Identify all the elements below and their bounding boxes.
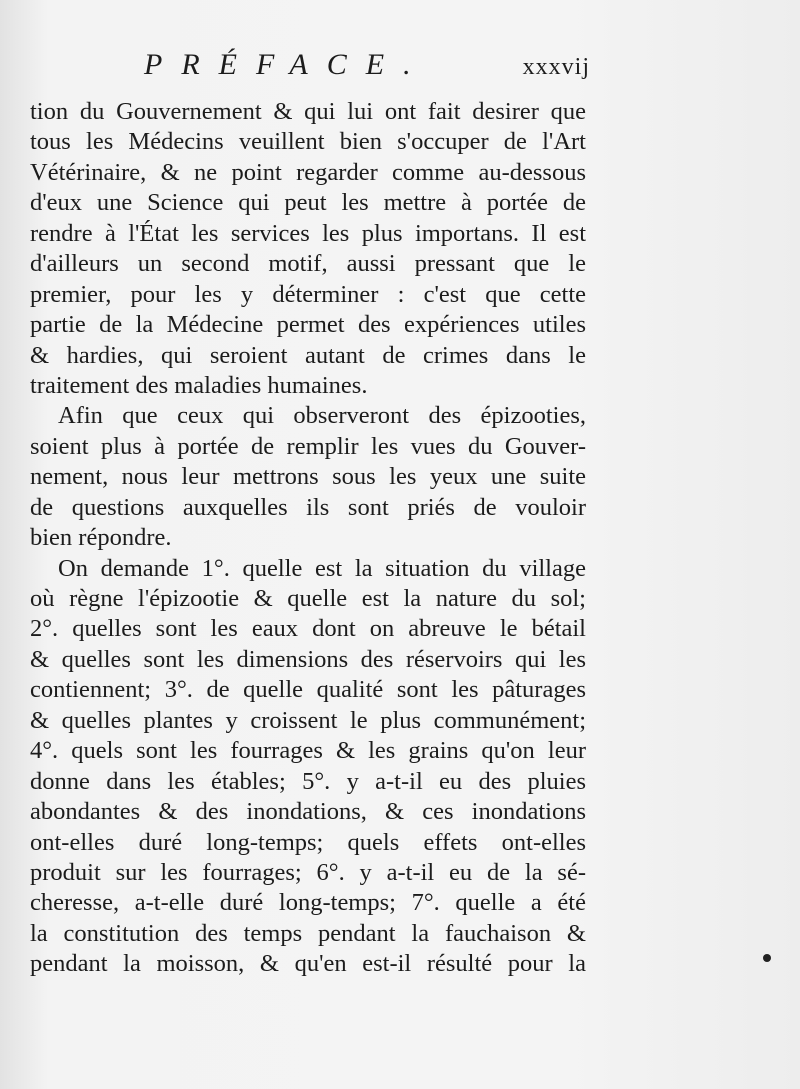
text-line: & quelles plantes y croissent le plus communément;: [30, 706, 586, 734]
text-line: soient plus à portée de remplir les vues du Gouver-: [30, 432, 586, 460]
running-title: PRÉFACE.: [144, 48, 430, 81]
text-line: & hardies, qui seroient autant de crimes dans le: [30, 341, 586, 369]
text-line: la constitution des temps pendant la fauchaison &: [30, 919, 586, 947]
page-header: [144, 48, 590, 88]
text-line: ont-elles duré long-temps; quels effets ont-elles: [30, 828, 586, 856]
ink-dot: [763, 954, 771, 962]
text-line: pendant la moisson, & qu'en est-il résulté pour la: [30, 950, 586, 978]
text-line: de questions auxquelles ils sont priés de vouloir: [30, 493, 586, 521]
text-line: tous les Médecins veuillent bien s'occuper de l'Art: [30, 128, 586, 156]
text-line: bien répondre.: [30, 524, 172, 552]
text-line: nement, nous leur mettrons sous les yeux une suite: [30, 463, 586, 491]
text-line: 4°. quels sont les fourrages & les grains qu'on leur: [30, 737, 586, 765]
page-number: xxxvij: [522, 54, 590, 80]
text-line: produit sur les fourrages; 6°. y a-t-il eu de la sé-: [30, 858, 586, 886]
text-line: traitement des maladies humaines.: [30, 371, 368, 399]
text-line: partie de la Médecine permet des expériences utiles: [30, 311, 586, 339]
text-line: 2°. quelles sont les eaux dont on abreuve le bétail: [30, 615, 586, 643]
text-line: & quelles sont les dimensions des réservoirs qui les: [30, 645, 586, 673]
text-line: d'eux une Science qui peut les mettre à portée de: [30, 189, 586, 217]
text-line: Vétérinaire, & ne point regarder comme au-dessous: [30, 158, 586, 186]
text-line: On demande 1°. quelle est la situation du village: [58, 554, 586, 582]
text-line: tion du Gouvernement & qui lui ont fait desirer que: [30, 98, 586, 125]
text-line: abondantes & des inondations, & ces inondations: [30, 798, 586, 826]
text-line: premier, pour les y déterminer : c'est que cette: [30, 280, 586, 308]
text-line: où règne l'épizootie & quelle est la nature du sol;: [30, 585, 586, 612]
text-line: donne dans les étables; 5°. y a-t-il eu des pluies: [30, 767, 586, 795]
text-line: rendre à l'État les services les plus importans. Il est: [30, 219, 586, 247]
text-line: contiennent; 3°. de quelle qualité sont les pâturages: [30, 676, 586, 704]
text-line: d'ailleurs un second motif, aussi pressant que le: [30, 250, 586, 278]
body-text: [30, 97, 586, 980]
text-line: Afin que ceux qui observeront des épizooties,: [58, 402, 586, 430]
text-line: cheresse, a-t-elle duré long-temps; 7°. quelle a été: [30, 889, 586, 917]
